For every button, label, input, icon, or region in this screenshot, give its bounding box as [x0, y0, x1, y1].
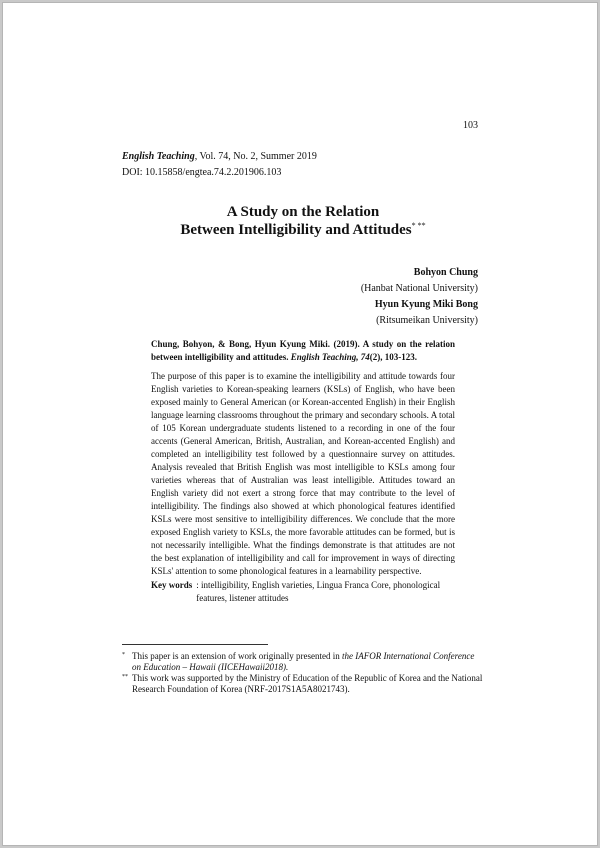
footnote-mark: ** — [122, 674, 128, 680]
author-name: Hyun Kyung Miki Bong — [374, 299, 478, 310]
footnote-divider — [122, 644, 268, 645]
footnote — [122, 673, 484, 695]
page-number: 103 — [463, 120, 478, 131]
paper-page — [2, 2, 598, 846]
paper-title — [103, 203, 503, 239]
author-affiliation: (Hanbat National University) — [360, 283, 478, 294]
journal-citation-line — [122, 149, 317, 165]
footnote-text-italic: the IAFOR International Conference on Education – Hawaii (IICEHawaii2018). — [132, 651, 475, 672]
footnotes — [122, 651, 484, 695]
journal-header — [122, 149, 317, 181]
footnote — [122, 651, 484, 673]
footnote-text-plain: This paper is an extension of work originally presented in — [132, 651, 342, 661]
footnote-text — [132, 651, 484, 673]
keywords-text: : intelligibility, English varieties, Lingua Franca Core, phonological features, listener attitudes — [196, 580, 441, 603]
author-name: Bohyon Chung — [413, 267, 478, 278]
citation-rest: (2), 103-123. — [369, 352, 417, 362]
abstract-body: The purpose of this paper is to examine the intelligibility and attitude towards four English varieties to Korean-speaking learners (KSLs) of English, who have been exposed mainly to General American (or Korean-accented English) in their English language learning classrooms throughout the primary and secondary schools. A total of 105 Korean undergraduate students listened to a recording in one of the four accents (General American, British, Australian, and Korean-accented English) and completed an intelligibility test followed by a questionnaire survey on attitudes. Analysis revealed that British English was most intelligible to KSLs among four varieties whereas that of Australian was least intelligible. Attitudes toward an English variety did not exert a strong force that may contribute to the level of intelligibility. The findings also showed at which phonological features identified KSLs were most sensitive to intelligibility differences. We conclude that the more exposed English variety to KSLs, the more favorable attitudes can be formed, but is not necessarily intelligible. What the findings demonstrate is that attitudes are not the best explanation of intelligibility and call for improvement in ways of directing KSLs' attention to some phonological features in a learnability perspective. — [151, 371, 455, 576]
title-line-1: A Study on the Relation — [226, 204, 380, 220]
journal-name: English Teaching — [122, 151, 195, 162]
keywords-label: Key words — [151, 580, 193, 590]
journal-doi: DOI: 10.15858/engtea.74.2.201906.103 — [122, 167, 282, 178]
journal-details: , Vol. 74, No. 2, Summer 2019 — [194, 151, 317, 162]
citation-text: Chung, Bohyon, & Bong, Hyun Kyung Miki. (2019). A study on the relation between intelligibility and attitudes. — [151, 339, 455, 362]
title-line-2-text: Between Intelligibility and Attitudes — [180, 222, 412, 238]
footnote-text: This work was supported by the Ministry of Education of the Republic of Korea and the National Research Foundation of Korea (NRF-2017S1A5A8021743). — [132, 673, 483, 694]
title-line-2 — [103, 221, 503, 239]
keywords — [151, 579, 455, 605]
author-block — [361, 265, 478, 329]
abstract — [151, 338, 455, 578]
author-affiliation: (Ritsumeikan University) — [376, 315, 478, 326]
footnote-mark: * — [122, 652, 125, 658]
title-footnote-marks: * ** — [411, 221, 426, 230]
reference-citation — [151, 338, 455, 364]
citation-journal: English Teaching, 74 — [290, 352, 370, 362]
